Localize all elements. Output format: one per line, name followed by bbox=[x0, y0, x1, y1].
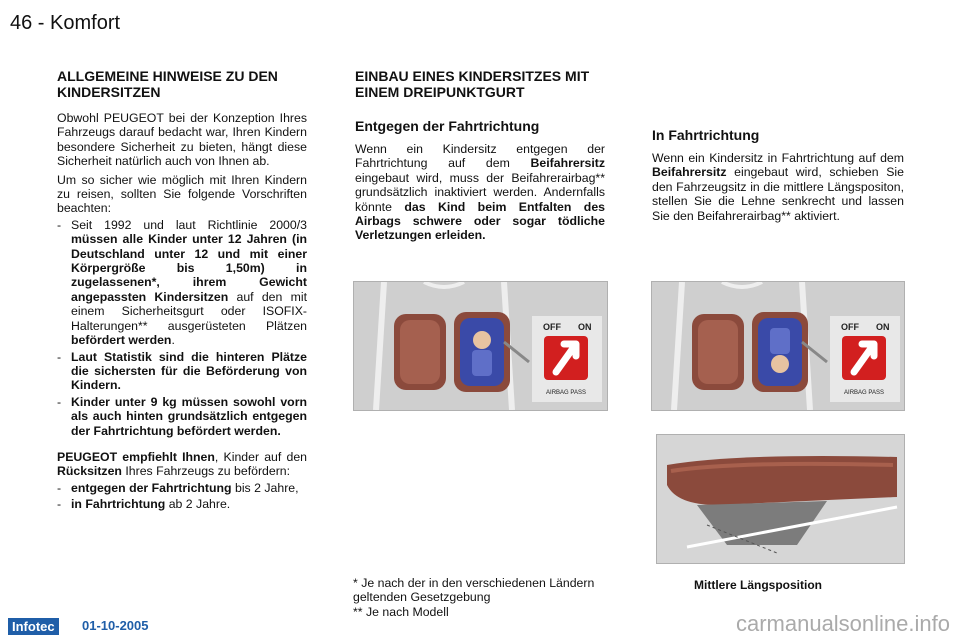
seat-side-view-illustration bbox=[657, 435, 904, 563]
list-text: bis 2 Jahre, bbox=[231, 480, 299, 495]
section-heading: EINBAU EINES KINDERSITZES MIT EINEM DREIPUNKTGURT bbox=[355, 68, 590, 100]
illustration-seat-position bbox=[656, 434, 905, 564]
text-bold: Beifahrersitz bbox=[652, 165, 727, 180]
list-dash: - bbox=[57, 394, 62, 409]
text-bold: das Kind beim Entfalten des Airbags schwere oder sogar tödliche Verletzungen erleiden. bbox=[355, 199, 606, 243]
illustration-rear-facing bbox=[353, 281, 608, 411]
text: Wenn ein Kindersitz in Fahrtrichtung auf dem bbox=[652, 151, 904, 165]
footnote: ** Je nach Modell bbox=[353, 605, 449, 619]
text-bold: Beifahrersitz bbox=[530, 156, 605, 171]
list-dash: - bbox=[57, 480, 62, 495]
column-general-notes bbox=[57, 68, 307, 514]
list-text-bold: in Fahrtrichtung bbox=[71, 497, 166, 512]
on-label: ON bbox=[578, 322, 592, 332]
list-dash: - bbox=[57, 349, 62, 364]
illustration-forward-facing bbox=[651, 281, 905, 411]
list-text: ab 2 Jahre. bbox=[165, 497, 231, 512]
car-interior-forward-facing-illustration bbox=[652, 282, 904, 410]
subheading: Entgegen der Fahrtrichtung bbox=[355, 118, 540, 134]
on-label: ON bbox=[876, 322, 890, 332]
paragraph bbox=[355, 142, 605, 243]
list-dash: - bbox=[57, 497, 62, 512]
paragraph bbox=[652, 151, 904, 223]
text-bold: Rücksitzen bbox=[57, 464, 122, 479]
list-text-bold: befördert werden bbox=[71, 333, 172, 348]
list-text-bold: müssen alle Kinder unter 12 Jahren (in Deutschland unter 12 und mit einer Körpergröße bis 1,50m) in zugelassenen*, ihrem Gewicht angepassten Kindersitzen bbox=[71, 232, 307, 304]
text: eingebaut wird, schieben Sie den Fahrzeugsitz in die mittlere Längspositon, stellen Sie die Lehne senkrecht und lassen Sie den Beifahrerairbag** aktiviert. bbox=[652, 165, 904, 223]
column-installation bbox=[355, 68, 605, 243]
off-label: OFF bbox=[841, 322, 859, 332]
list-text-bold: Kinder unter 9 kg müssen sowohl vorn als auch hinten grundsätzlich entgegen der Fahrtrichtung befördert werden. bbox=[71, 394, 307, 438]
paragraph bbox=[57, 450, 307, 479]
off-label: OFF bbox=[543, 322, 561, 332]
list-item bbox=[57, 395, 307, 438]
image-caption: Mittlere Längsposition bbox=[694, 578, 823, 592]
list-dash: - bbox=[57, 217, 62, 232]
paragraph: Um so sicher wie möglich mit Ihren Kindern zu reisen, sollten Sie folgende Vorschriften beachten: bbox=[57, 172, 307, 216]
airbag-pass-label: AIRBAG PASS bbox=[546, 390, 586, 396]
section-heading: ALLGEMEINE HINWEISE ZU DEN KINDERSITZEN bbox=[57, 68, 278, 100]
list-text-bold: entgegen der Fahrtrichtung bbox=[71, 480, 232, 495]
recommendation-list bbox=[57, 481, 307, 512]
list-text: . bbox=[171, 333, 175, 348]
paragraph: Obwohl PEUGEOT bei der Konzeption Ihres Fahrzeugs darauf bedacht war, Ihren Kindern besondere Sicherheit zu bieten, hängt diese Sicherheit natürlich auch von Ihnen ab. bbox=[57, 111, 307, 169]
footer-date: 01-10-2005 bbox=[82, 618, 149, 633]
list-text: auf den mit einem Sicherheitsgurt oder ISOFIX-Halterungen** ausgerüsteten Plätzen bbox=[71, 289, 307, 333]
text: Wenn ein Kindersitz entgegen der Fahrtrichtung auf dem bbox=[355, 142, 605, 171]
list-text-bold: Laut Statistik sind die hinteren Plätze die sichersten für die Beförderung von Kindern. bbox=[71, 349, 307, 393]
page-title: 46 - Komfort bbox=[10, 12, 121, 34]
car-interior-rear-facing-illustration bbox=[354, 282, 607, 410]
footnote: * Je nach der in den verschiedenen Ländern geltenden Gesetzgebung bbox=[353, 576, 595, 605]
text: Ihres Fahrzeugs zu befördern: bbox=[121, 464, 291, 479]
subheading: In Fahrtrichtung bbox=[652, 127, 760, 143]
airbag-pass-label: AIRBAG PASS bbox=[844, 390, 884, 396]
column-forward-facing bbox=[652, 127, 904, 223]
text: eingebaut wird, muss der Beifahrerairbag** grundsätzlich inaktiviert werden. Andernfalls könnte bbox=[355, 170, 605, 214]
list-item bbox=[57, 497, 307, 511]
rules-list bbox=[57, 218, 307, 438]
list-item bbox=[57, 350, 307, 393]
list-text: Seit 1992 und laut Richtlinie 2000/3 bbox=[71, 217, 307, 232]
watermark: carmanualsonline.info bbox=[735, 611, 950, 636]
list-item bbox=[57, 481, 307, 495]
list-item bbox=[57, 218, 307, 348]
text-bold: PEUGEOT empfiehlt Ihnen bbox=[57, 449, 215, 464]
infotec-logo: Infotec bbox=[8, 618, 59, 635]
text: , Kinder auf den bbox=[214, 449, 307, 464]
